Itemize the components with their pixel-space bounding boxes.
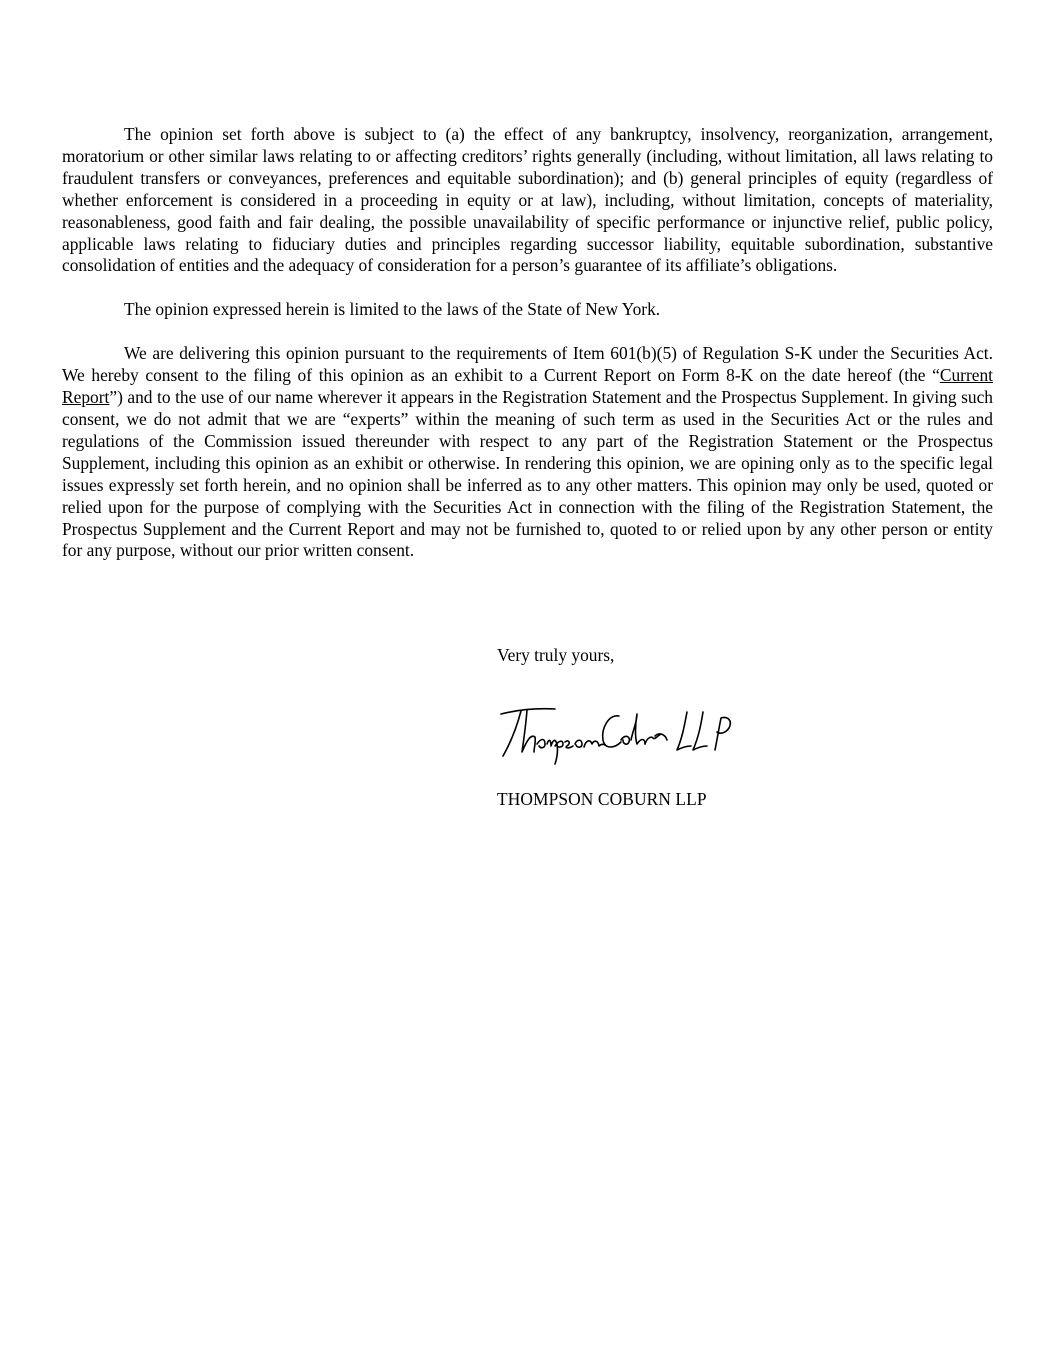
- handwritten-signature: [497, 700, 737, 766]
- defined-term-current-report: Current Report: [62, 365, 993, 408]
- paragraph-opinion-limitations: The opinion set forth above is subject to (a) the effect of any bankruptcy, insolvency, reorganization, arrangement, moratorium or other similar laws relating to or affecting creditors’ rights generally (including, without limitation, all laws relating to fraudulent transfers or conveyances, preferences and equitable subordination); and (b) general principles of equity (regardless of whether enforcement is considered in a proceeding in equity or at law), including, without limitation, concepts of materiality, reasonableness, good faith and fair dealing, the possible unavailability of specific performance or injunctive relief, public policy, applicable laws relating to fiduciary duties and principles regarding successor liability, equitable subordination, substantive consolidation of entities and the adequacy of consideration for a person’s guarantee of its affiliate’s obligations.: [62, 124, 993, 276]
- firm-name: THOMPSON COBURN LLP: [497, 789, 707, 809]
- paragraph-consent: [62, 343, 993, 562]
- closing-salutation: Very truly yours,: [497, 645, 615, 665]
- consent-text-before: We are delivering this opinion pursuant to the requirements of Item 601(b)(5) of Regulation S-K under the Securities Act. We hereby consent to the filing of this opinion as an exhibit to a Current Report on Form 8-K on the date hereof (the “: [62, 343, 993, 386]
- consent-text-after: ”) and to the use of our name wherever it appears in the Registration Statement and the Prospectus Supplement. In giving such consent, we do not admit that we are “experts” within the meaning of such term as used in the Securities Act or the rules and regulations of the Commission issued thereunder with respect to any part of the Registration Statement or the Prospectus Supplement, including this opinion as an exhibit or otherwise. In rendering this opinion, we are opining only as to the specific legal issues expressly set forth herein, and no opinion shall be inferred as to any other matters. This opinion may only be used, quoted or relied upon for the purpose of complying with the Securities Act in connection with the filing of the Registration Statement, the Prospectus Supplement and the Current Report and may not be furnished to, quoted to or relied upon by any other person or entity for any purpose, without our prior written consent.: [62, 387, 993, 561]
- letter-body: [62, 124, 993, 562]
- paragraph-governing-law: The opinion expressed herein is limited to the laws of the State of New York.: [124, 299, 661, 320]
